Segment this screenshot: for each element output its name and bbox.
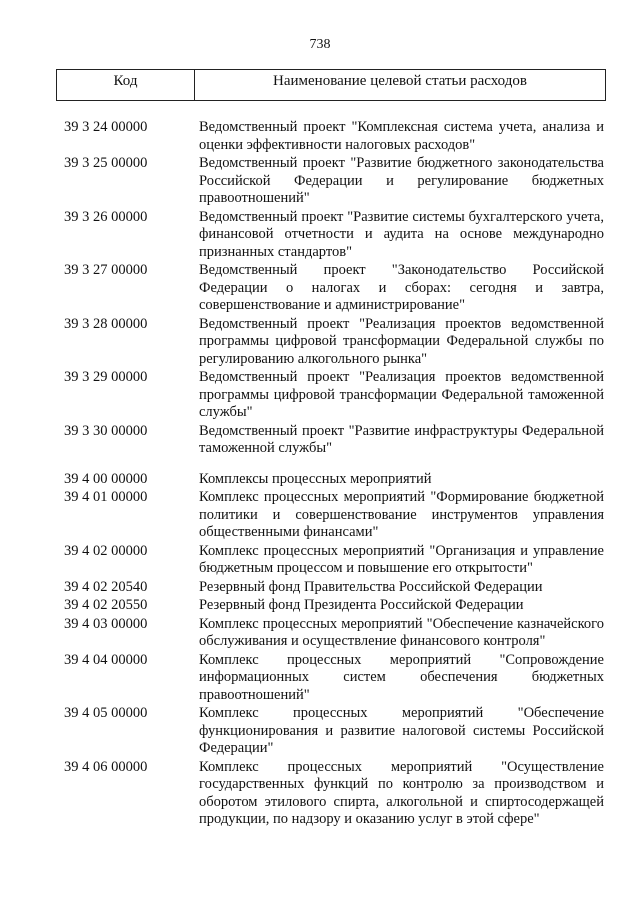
row-name: Ведомственный проект "Комплексная система учета, анализа и оценки эффективности налоговых расходов" <box>199 119 604 153</box>
table-row <box>64 579 604 597</box>
row-name: Ведомственный проект "Развитие бюджетного законодательства Российской Федерации и регулирование бюджетных правоотношений" <box>199 155 604 206</box>
header-name: Наименование целевой статьи расходов <box>273 73 527 89</box>
row-code: 39 4 00 00000 <box>64 470 148 487</box>
row-code: 39 3 29 00000 <box>64 369 148 385</box>
table-body <box>64 119 604 829</box>
table-row <box>64 705 604 758</box>
row-name: Ведомственный проект "Реализация проектов ведомственной программы цифровой трансформации Федеральной службы по регулированию алкогольного рынка" <box>199 315 604 367</box>
row-name: Ведомственный проект "Реализация проектов ведомственной программы цифровой трансформации Федеральной таможенной службы" <box>199 369 604 420</box>
row-name: Ведомственный проект "Развитие инфраструктуры Федеральной таможенной службы" <box>199 422 604 456</box>
table-row <box>64 369 604 422</box>
table-header <box>56 69 606 101</box>
row-name: Резервный фонд Президента Российской Федерации <box>199 597 524 613</box>
table-row <box>64 652 604 705</box>
table-row <box>64 759 604 829</box>
row-code: 39 3 30 00000 <box>64 422 148 439</box>
table-row <box>64 209 604 262</box>
row-code: 39 3 28 00000 <box>64 315 148 332</box>
row-code: 39 4 02 20550 <box>64 597 148 613</box>
table-row <box>64 616 604 651</box>
row-name: Комплексы процессных мероприятий <box>199 470 432 487</box>
table-row <box>64 262 604 315</box>
page-number: 738 <box>309 37 331 52</box>
row-code: 39 4 06 00000 <box>64 758 148 775</box>
row-code: 39 3 26 00000 <box>64 208 148 225</box>
row-code: 39 4 02 20540 <box>64 578 148 595</box>
row-name: Комплекс процессных мероприятий "Формирование бюджетной политики и совершенствование инструментов управления общественными финансами" <box>199 489 604 540</box>
row-code: 39 4 05 00000 <box>64 705 148 721</box>
row-name: Комплекс процессных мероприятий "Обеспечение функционирования и развитие налоговой системы Российской Федерации" <box>199 705 604 756</box>
row-name: Комплекс процессных мероприятий "Осуществление государственных функций по контролю за производством и оборотом этилового спирта, алкогольной и спиртосодержащей продукции, по надзору и оказанию услуг в этой сфере" <box>199 758 604 827</box>
table-row <box>64 471 604 489</box>
table-row <box>64 597 604 615</box>
row-code: 39 3 25 00000 <box>64 155 148 171</box>
table-row <box>64 119 604 154</box>
row-code: 39 4 01 00000 <box>64 489 148 505</box>
table-row <box>64 423 604 458</box>
row-code: 39 3 27 00000 <box>64 262 148 278</box>
table-row <box>64 155 604 208</box>
row-name: Ведомственный проект "Развитие системы бухгалтерского учета, финансовой отчетности и аудита на основе международно признанных стандартов" <box>199 208 604 260</box>
row-code: 39 4 03 00000 <box>64 615 148 632</box>
row-code: 39 4 04 00000 <box>64 651 148 668</box>
row-name: Резервный фонд Правительства Российской Федерации <box>199 578 543 595</box>
row-name: Ведомственный проект "Законодательство Российской Федерации о налогах и сборах: сегодня и завтра, совершенствование и администрирование" <box>199 262 604 313</box>
table-row <box>64 489 604 542</box>
table-row <box>64 543 604 578</box>
table-row <box>64 316 604 369</box>
row-code: 39 3 24 00000 <box>64 119 148 135</box>
row-name: Комплекс процессных мероприятий "Организация и управление бюджетным процессом и повышение его открытости" <box>199 542 604 576</box>
header-code: Код <box>57 70 195 100</box>
row-code: 39 4 02 00000 <box>64 542 148 559</box>
row-name: Комплекс процессных мероприятий "Обеспечение казначейского обслуживания и осуществление финансового контроля" <box>199 615 604 649</box>
row-name: Комплекс процессных мероприятий "Сопровождение информационных систем обеспечения бюджетных правоотношений" <box>199 651 604 703</box>
